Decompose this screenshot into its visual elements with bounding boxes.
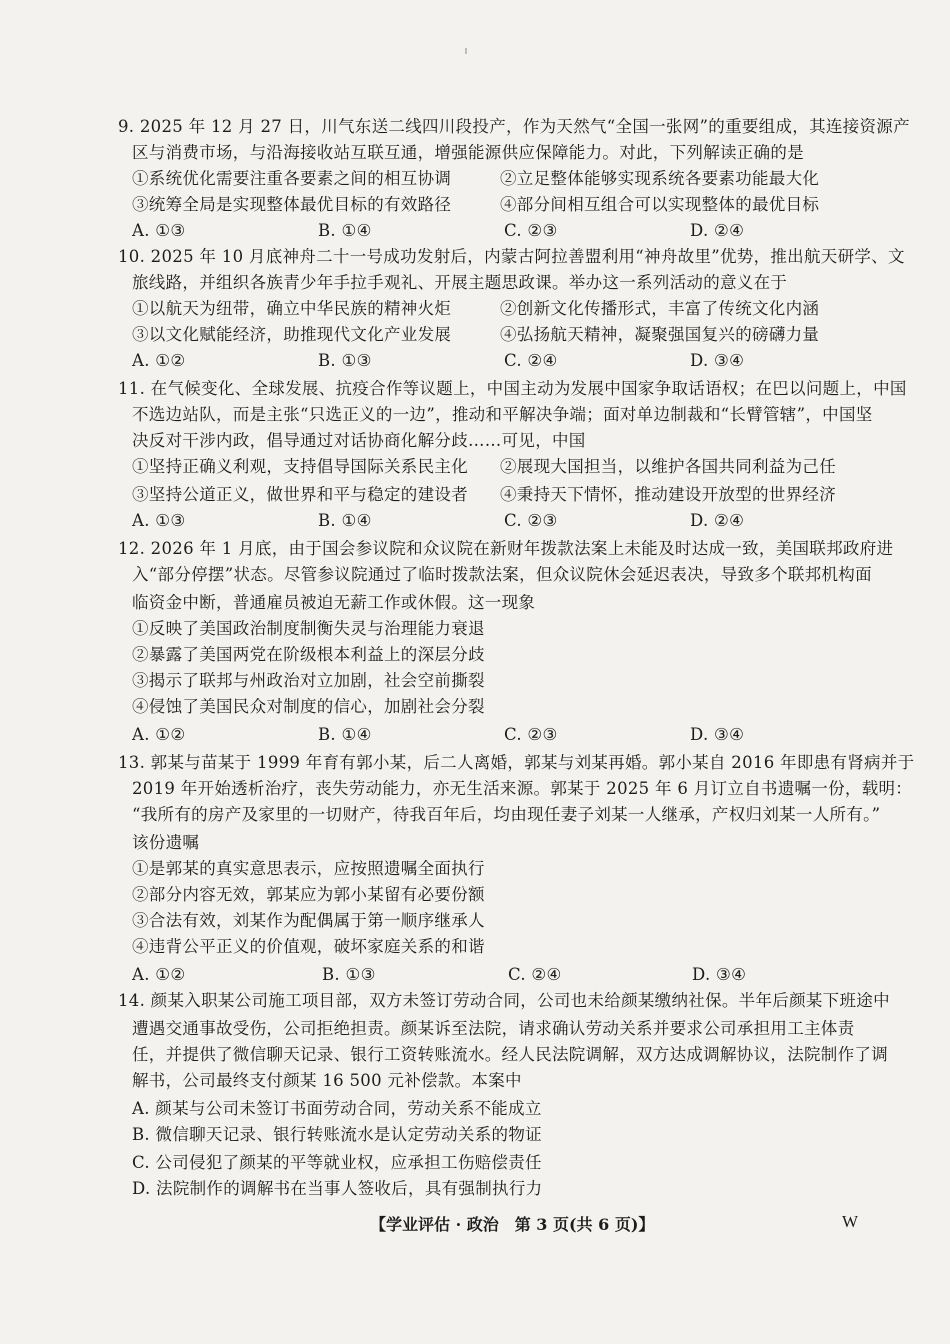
question-10-stem-line-2: 旅线路，并组织各族青少年手拉手观礼、开展主题思政课。举办这一系列活动的意义在于	[132, 273, 788, 292]
question-11-choice-b: B. ①④	[318, 511, 372, 530]
question-10-option-2: ②创新文化传播形式，丰富了传统文化内涵	[500, 299, 820, 318]
question-13-choice-b: B. ①③	[322, 965, 376, 984]
question-13-option-3: ③合法有效，刘某作为配偶属于第一顺序继承人	[132, 911, 485, 930]
question-14-choice-d: D. 法院制作的调解书在当事人签收后，具有强制执行力	[132, 1179, 543, 1198]
question-11-choice-c: C. ②③	[504, 511, 558, 530]
question-13-stem-line-2: 2019 年开始透析治疗，丧失劳动能力，亦无生活来源。郭某于 2025 年 6 月订立自书遗嘱一份，载明：	[132, 779, 913, 798]
question-12-option-2: ②暴露了美国两党在阶级根本利益上的深层分歧	[132, 645, 485, 664]
question-14-stem-line-2: 遭遇交通事故受伤，公司拒绝担责。颜某诉至法院，请求确认劳动关系并要求公司承担用工主体责	[132, 1019, 855, 1038]
question-14-stem-line-3: 任，并提供了微信聊天记录、银行工资转账流水。经人民法院调解，双方达成调解协议，法院制作了调	[132, 1045, 888, 1064]
question-12-choice-b: B. ①④	[318, 725, 372, 744]
question-9-choice-d: D. ②④	[690, 221, 745, 240]
question-10-choice-c: C. ②④	[504, 351, 558, 370]
question-14-stem-line-1: 14. 颜某入职某公司施工项目部，双方未签订劳动合同，公司也未给颜某缴纳社保。半年后颜某下班途中	[118, 991, 890, 1010]
footer-page-info: 【学业评估 · 政治 第 3 页(共 6 页)】	[370, 1215, 655, 1234]
question-10-choice-b: B. ①③	[318, 351, 372, 370]
question-13-option-4: ④违背公平正义的价值观，破坏家庭关系的和谐	[132, 937, 485, 956]
question-11-option-1: ①坚持正确义利观，支持倡导国际关系民主化	[132, 457, 468, 476]
question-9-option-3: ③统筹全局是实现整体最优目标的有效路径	[132, 195, 452, 214]
question-11-option-2: ②展现大国担当，以维护各国共同利益为己任	[500, 457, 836, 476]
question-12-choice-d: D. ③④	[690, 725, 745, 744]
question-12-stem-line-1: 12. 2026 年 1 月底，由于国会参议院和众议院在新财年拨款法案上未能及时达成一致，美国联邦政府进	[118, 539, 894, 558]
question-9-choice-b: B. ①④	[318, 221, 372, 240]
question-10-choice-a: A. ①②	[132, 351, 186, 370]
question-9-choice-a: A. ①③	[132, 221, 186, 240]
question-13-option-2: ②部分内容无效，郭某应为郭小某留有必要份额	[132, 885, 485, 904]
question-10-option-4: ④弘扬航天精神，凝聚强国复兴的磅礴力量	[500, 325, 820, 344]
question-13-stem-line-1: 13. 郭某与苗某于 1999 年育有郭小某，后二人离婚，郭某与刘某再婚。郭小某自 2016 年即患有肾病并于	[118, 753, 915, 772]
question-14-stem-line-4: 解书，公司最终支付颜某 16 500 元补偿款。本案中	[132, 1071, 522, 1090]
question-12-option-4: ④侵蚀了美国民众对制度的信心，加剧社会分裂	[132, 697, 485, 716]
question-9-option-2: ②立足整体能够实现系统各要素功能最大化	[500, 169, 820, 188]
question-10-choice-d: D. ③④	[690, 351, 745, 370]
question-9-option-1: ①系统优化需要注重各要素之间的相互协调	[132, 169, 452, 188]
question-12-stem-line-3: 临资金中断，普通雇员被迫无薪工作或休假。这一现象	[132, 593, 536, 612]
question-10-option-1: ①以航天为纽带，确立中华民族的精神火炬	[132, 299, 452, 318]
question-9-option-4: ④部分间相互组合可以实现整体的最优目标	[500, 195, 820, 214]
question-13-stem-line-4: 该份遗嘱	[132, 833, 200, 852]
question-11-stem-line-2: 不选边站队，而是主张“只选正义的一边”，推动和平解决争端；面对单边制裁和“长臂管辖”，中国坚	[132, 405, 873, 424]
question-9-stem-line-2: 区与消费市场，与沿海接收站互联互通，增强能源供应保障能力。对此，下列解读正确的是	[132, 143, 804, 162]
question-12-option-3: ③揭示了联邦与州政治对立加剧，社会空前撕裂	[132, 671, 485, 690]
question-11-choice-a: A. ①③	[132, 511, 186, 530]
scan-speck	[465, 48, 467, 54]
question-14-choice-b: B. 微信聊天记录、银行转账流水是认定劳动关系的物证	[132, 1125, 542, 1144]
question-9-choice-c: C. ②③	[504, 221, 558, 240]
footer-version-mark: W	[842, 1212, 859, 1231]
question-11-choice-d: D. ②④	[690, 511, 745, 530]
question-14-choice-c: C. 公司侵犯了颜某的平等就业权，应承担工伤赔偿责任	[132, 1153, 542, 1172]
question-13-choice-c: C. ②④	[508, 965, 562, 984]
question-10-option-3: ③以文化赋能经济，助推现代文化产业发展	[132, 325, 452, 344]
question-9-stem-line-1: 9. 2025 年 12 月 27 日，川气东送二线四川段投产，作为天然气“全国一张网”的重要组成，其连接资源产	[118, 117, 910, 136]
question-11-option-4: ④秉持天下情怀，推动建设开放型的世界经济	[500, 485, 836, 504]
question-13-stem-line-3: “我所有的房产及家里的一切财产，待我百年后，均由现任妻子刘某一人继承，产权归刘某一人所有。”	[132, 805, 881, 824]
question-13-choice-d: D. ③④	[692, 965, 747, 984]
question-10-stem-line-1: 10. 2025 年 10 月底神舟二十一号成功发射后，内蒙古阿拉善盟利用“神舟故里”优势，推出航天研学、文	[118, 247, 905, 266]
question-11-option-3: ③坚持公道正义，做世界和平与稳定的建设者	[132, 485, 468, 504]
question-11-stem-line-1: 11. 在气候变化、全球发展、抗疫合作等议题上，中国主动为发展中国家争取话语权；在巴以问题上，中国	[118, 379, 907, 398]
question-12-stem-line-2: 入“部分停摆”状态。尽管参议院通过了临时拨款法案，但众议院休会延迟表决，导致多个联邦机构面	[132, 565, 872, 584]
question-14-choice-a: A. 颜某与公司未签订书面劳动合同，劳动关系不能成立	[132, 1099, 542, 1118]
question-13-choice-a: A. ①②	[132, 965, 186, 984]
question-12-choice-a: A. ①②	[132, 725, 186, 744]
question-13-option-1: ①是郭某的真实意思表示，应按照遗嘱全面执行	[132, 859, 485, 878]
question-11-stem-line-3: 决反对干涉内政，倡导通过对话协商化解分歧……可见，中国	[132, 431, 586, 450]
question-12-choice-c: C. ②③	[504, 725, 558, 744]
question-12-option-1: ①反映了美国政治制度制衡失灵与治理能力衰退	[132, 619, 485, 638]
